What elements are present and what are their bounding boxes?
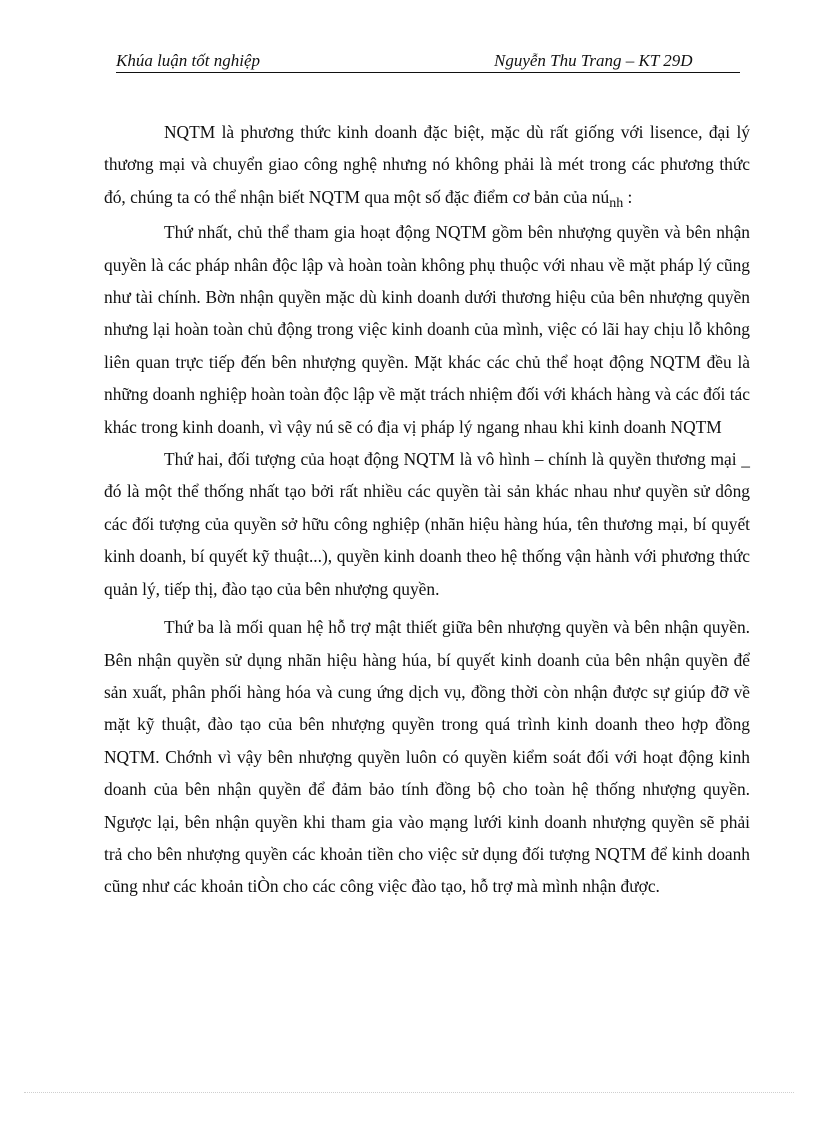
page-bottom-divider (24, 1092, 794, 1093)
header-thesis-title: Khúa luận tốt nghiệp (116, 51, 261, 70)
paragraph-second-feature: Thứ hai, đối tượng của hoạt động NQTM là vô hình – chính là quyền thương mại _ đó là một thể thống nhất tạo bởi rất nhiều các quyền tài sản khác nhau như quyền sử dông các đối tượng của quyền sở hữu công nghiệp (nhãn hiệu hàng húa, tên thương mại, bí quyết kinh doanh, bí quyết kỹ thuật...), quyền kinh doanh theo hệ thống vận hành với phương thức quản lý, tiếp thị, đào tạo của bên nhượng quyền. (104, 449, 750, 599)
paragraph-first-feature: Thứ nhất, chủ thể tham gia hoạt động NQTM gồm bên nhượng quyền và bên nhận quyền là các pháp nhân độc lập và hoàn toàn không phụ thuộc với nhau về mặt pháp lý cũng như tài chính. Bờn nhận quyền mặc dù kinh doanh dưới thương hiệu của bên nhượng quyền nhưng lại hoàn toàn chủ động trong việc kinh doanh của mình, việc có lãi hay chịu lỗ không liên quan trực tiếp đến bên nhượng quyền. Mặt khác các chủ thể hoạt động NQTM đều là những doanh nghiệp hoàn toàn độc lập về mặt trách nhiệm đối với khách hàng và các đối tác khác trong kinh doanh, vì vậy nú sẽ có địa vị pháp lý ngang nhau khi kinh doanh NQTM (104, 222, 750, 437)
paragraph-intro (104, 116, 750, 216)
paragraph-third-feature: Thứ ba là mối quan hệ hỗ trợ mật thiết giữa bên nhượng quyền và bên nhận quyền. Bên nhận quyền sử dụng nhãn hiệu hàng húa, bí quyết kinh doanh của bên nhận quyền để sản xuất, phân phối hàng hóa và cung ứng dịch vụ, đồng thời còn nhận được sự giúp đỡ về mặt kỹ thuật, đào tạo của bên nhượng quyền trong quá trình kinh doanh theo hợp đồng NQTM. Chớnh vì vậy bên nhượng quyền luôn có quyền kiểm soát đối với hoạt động kinh doanh của bên nhận quyền để đảm bảo tính đồng bộ cho toàn hệ thống nhượng quyền. Ngược lại, bên nhận quyền khi tham gia vào mạng lưới kinh doanh nhượng quyền sẽ phải trả cho bên nhượng quyền các khoản tiền cho việc sử dụng đối tượng NQTM để kinh doanh cũng như các khoản tiÒn cho các công việc đào tạo, hỗ trợ mà mình nhận được. (104, 617, 750, 897)
document-body (104, 116, 750, 903)
paragraph-intro-text: NQTM là phương thức kinh doanh đặc biệt, mặc dù rất giống với lisence, đại lý thương mại và chuyển giao công nghệ nhưng nó không phải là mét trong các phương thức đó, chúng ta có thể nhận biết NQTM qua một số đặc điểm cơ bản của nú (104, 122, 750, 207)
paragraph-intro-subscript: nh (609, 195, 624, 211)
page-header (116, 50, 740, 73)
header-author: Nguyễn Thu Trang – KT 29D (494, 51, 693, 70)
paragraph-intro-end: : (623, 186, 633, 207)
